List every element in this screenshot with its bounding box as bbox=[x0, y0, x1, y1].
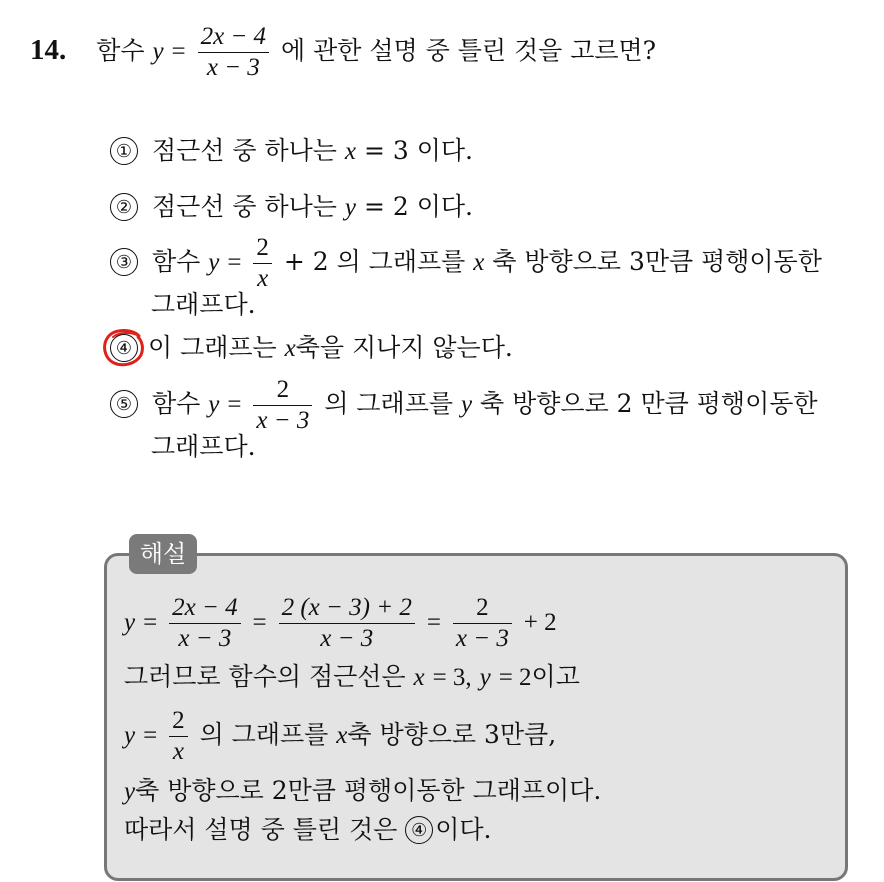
option-1-text: 점근선 중 하나는 bbox=[152, 136, 337, 165]
solution-line-3-text: 의 그래프를 bbox=[199, 720, 329, 749]
option-3-fraction bbox=[253, 233, 272, 294]
solution-line-2-eq2: = 2 bbox=[498, 664, 532, 691]
solution-line-2 bbox=[124, 662, 580, 693]
option-4-tail: 축을 지나지 않는다. bbox=[295, 333, 513, 362]
question-fraction bbox=[198, 22, 269, 83]
solution-fraction-3-num: 2 bbox=[453, 593, 512, 624]
solution-line-3-num: 2 bbox=[169, 706, 188, 737]
option-5[interactable] bbox=[110, 375, 818, 436]
solution-var-y: y bbox=[124, 609, 136, 636]
option-2-text: 점근선 중 하나는 bbox=[152, 192, 337, 221]
solution-fraction-2-num: 2 (x − 3) + 2 bbox=[279, 593, 415, 624]
option-5-equals: = bbox=[227, 391, 242, 418]
option-3-var-y: y bbox=[208, 249, 220, 276]
question-fraction-denominator: x − 3 bbox=[206, 54, 260, 81]
option-4-text: 이 그래프는 bbox=[148, 333, 277, 362]
solution-line-3-tail: 축 방향으로 3만큼, bbox=[347, 720, 557, 749]
solution-answer-mark: ④ bbox=[405, 816, 433, 844]
solution-line-2-var-x: x bbox=[413, 664, 425, 691]
solution-line-3-var-x: x bbox=[336, 722, 348, 749]
option-5-var-y: y bbox=[208, 391, 220, 418]
question-number: 14. bbox=[30, 34, 67, 66]
solution-line-3-fraction bbox=[169, 706, 188, 767]
solution-line-4-text: 축 방향으로 2만큼 평행이동한 그래프이다. bbox=[135, 776, 602, 805]
solution-line-2-eq1: = 3, bbox=[432, 664, 472, 691]
option-1-mark: ① bbox=[110, 137, 138, 165]
option-3-denominator: x bbox=[257, 265, 269, 292]
option-2-var: y bbox=[344, 194, 357, 221]
solution-fraction-3 bbox=[453, 593, 512, 654]
solution-fraction-2-den: x − 3 bbox=[320, 625, 374, 652]
question bbox=[30, 22, 656, 83]
question-suffix: 에 관한 설명 중 틀린 것을 고르면? bbox=[281, 36, 657, 65]
option-5-mark: ⑤ bbox=[110, 390, 138, 418]
option-5-mid: 의 그래프를 bbox=[324, 389, 454, 418]
solution-line-5-text: 따라서 설명 중 틀린 것은 bbox=[124, 815, 398, 844]
solution-line-3 bbox=[124, 706, 556, 767]
option-5-text: 함수 bbox=[152, 389, 201, 418]
option-3-numerator: 2 bbox=[253, 233, 272, 264]
question-var-y: y bbox=[152, 38, 164, 65]
option-4-var: x bbox=[284, 335, 296, 362]
option-5-line2: 그래프다. bbox=[151, 432, 256, 461]
solution-line-3-den: x bbox=[172, 738, 184, 765]
option-1-tail: = 3 이다. bbox=[363, 136, 473, 165]
option-3-equals: = bbox=[227, 249, 242, 276]
solution-tag: 해설 bbox=[129, 534, 197, 574]
question-fraction-numerator: 2x − 4 bbox=[198, 22, 269, 53]
option-3-line2: 그래프다. bbox=[151, 290, 256, 319]
solution-line-4-var-y: y bbox=[124, 778, 136, 805]
solution-fraction-1-den: x − 3 bbox=[178, 625, 232, 652]
solution-equals-3: = bbox=[426, 609, 441, 636]
option-4-mark: ④ bbox=[110, 334, 138, 362]
question-equals: = bbox=[171, 38, 186, 65]
solution-line-2-text: 그러므로 함수의 점근선은 bbox=[124, 662, 406, 691]
option-1-var: x bbox=[344, 138, 357, 165]
option-3-var-x: x bbox=[473, 249, 485, 276]
option-5-var-y2: y bbox=[460, 391, 473, 418]
option-3-text: 함수 bbox=[152, 247, 201, 276]
option-2-tail: = 2 이다. bbox=[363, 192, 473, 221]
solution-fraction-3-den: x − 3 bbox=[455, 625, 509, 652]
solution-line-3-var-y: y bbox=[124, 722, 136, 749]
solution-equals-2: = bbox=[252, 609, 267, 636]
question-prefix: 함수 bbox=[96, 36, 145, 65]
option-5-fraction bbox=[253, 375, 312, 436]
option-5-tail: 축 방향으로 2 만큼 평행이동한 bbox=[480, 389, 818, 418]
solution-line-1 bbox=[124, 593, 557, 654]
option-5-denominator: x − 3 bbox=[256, 407, 310, 434]
option-3-tail: 축 방향으로 3만큼 평행이동한 bbox=[492, 247, 822, 276]
option-5-numerator: 2 bbox=[253, 375, 312, 406]
solution-line-5-tail: 이다. bbox=[435, 815, 492, 844]
option-4[interactable] bbox=[110, 333, 513, 364]
solution-line-4 bbox=[124, 776, 601, 807]
option-2-mark: ② bbox=[110, 193, 138, 221]
solution-fraction-2 bbox=[279, 593, 415, 654]
solution-line-2-tail: 이고 bbox=[531, 662, 580, 691]
option-3[interactable] bbox=[110, 233, 822, 294]
solution-line-2-var-y: y bbox=[479, 664, 491, 691]
solution-tail: + 2 bbox=[523, 609, 557, 636]
solution-line-5 bbox=[124, 815, 492, 845]
option-3-mark: ③ bbox=[110, 248, 138, 276]
option-3-mid: + 2 의 그래프를 bbox=[283, 247, 466, 276]
option-2[interactable] bbox=[110, 192, 473, 223]
solution-line-3-equals: = bbox=[143, 722, 158, 749]
solution-equals: = bbox=[143, 609, 158, 636]
solution-fraction-1 bbox=[169, 593, 240, 654]
solution-fraction-1-num: 2x − 4 bbox=[169, 593, 240, 624]
option-1[interactable] bbox=[110, 136, 473, 167]
